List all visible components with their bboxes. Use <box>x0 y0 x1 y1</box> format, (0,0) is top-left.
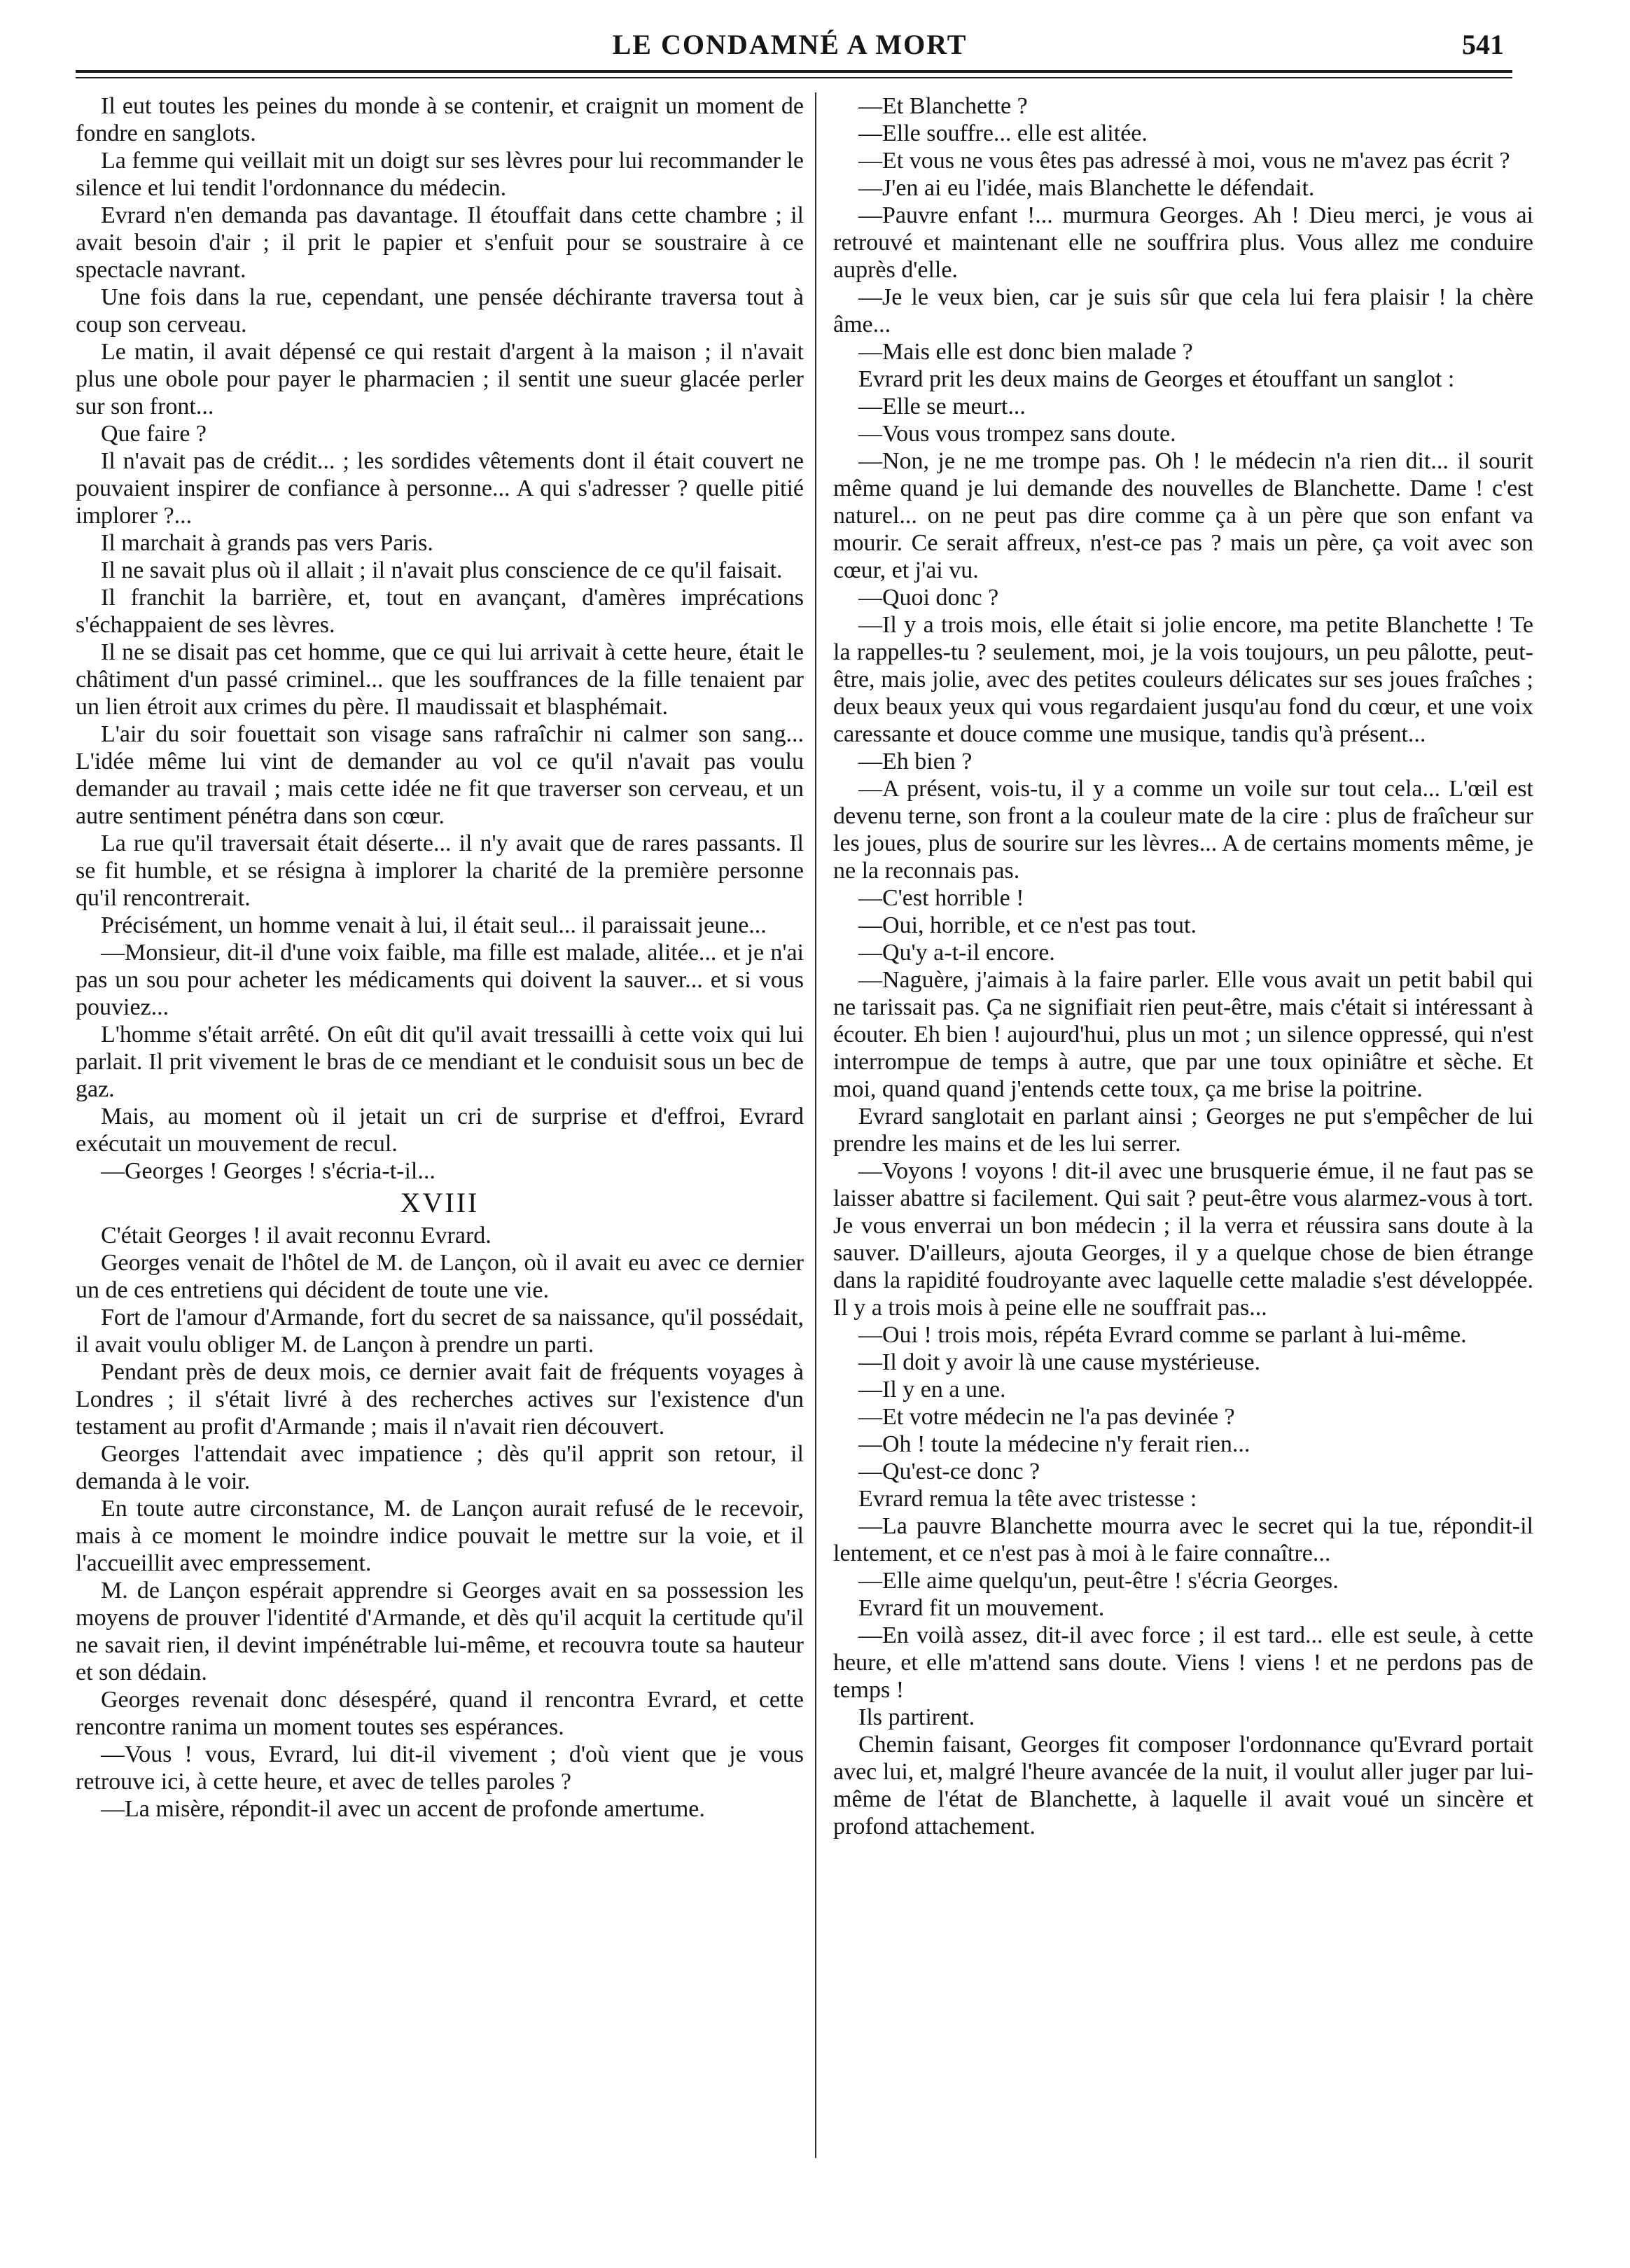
paragraph: —Elle souffre... elle est alitée. <box>858 120 1148 146</box>
left-column-text-after <box>76 1222 804 1823</box>
paragraph: Evrard n'en demanda pas davantage. Il étouffait dans cette chambre ; il avait besoin d'air ; il prit le papier et s'enfuit pour se soustraire à ce spectacle navrant. <box>76 202 804 283</box>
page-number: 541 <box>1462 29 1504 60</box>
paragraph: Il ne se disait pas cet homme, que ce qui lui arrivait à cette heure, était le châtiment d'un passé criminel... que les souffrances de la fille tenaient par un lien étroit aux crimes du père. Il maudissait et blasphémait. <box>76 639 804 720</box>
paragraph: Il ne savait plus où il allait ; il n'avait plus conscience de ce qu'il faisait. <box>101 557 783 583</box>
right-column-text <box>833 92 1533 1840</box>
paragraph: Evrard fit un mouvement. <box>858 1595 1105 1621</box>
chapter-heading: XVIII <box>400 1187 480 1218</box>
paragraph: La rue qu'il traversait était déserte... il n'y avait que de rares passants. Il se fit humble, et se résigna à implorer la charité de la première personne qu'il rencontrerait. <box>76 830 804 911</box>
paragraph: La femme qui veillait mit un doigt sur ses lèvres pour lui recommander le silence et lui tendit l'ordonnance du médecin. <box>76 148 804 201</box>
paragraph: Il franchit la barrière, et, tout en avançant, d'amères imprécations s'échappaient de ses lèvres. <box>76 585 804 638</box>
paragraph: Une fois dans la rue, cependant, une pensée déchirante traversa tout à coup son cerveau. <box>76 284 804 338</box>
paragraph: —Oh ! toute la médecine n'y ferait rien... <box>858 1431 1251 1457</box>
paragraph: C'était Georges ! il avait reconnu Evrard. <box>101 1223 492 1248</box>
paragraph: En toute autre circonstance, M. de Lançon aurait refusé de le recevoir, mais à ce moment le moindre indice pouvait le mettre sur la voie, et il l'accueillit avec empressement. <box>76 1496 804 1576</box>
paragraph: —Elle se meurt... <box>858 394 1026 419</box>
paragraph: Il eut toutes les peines du monde à se contenir, et craignit un moment de fondre en sanglots. <box>76 93 804 146</box>
paragraph: —Naguère, j'aimais à la faire parler. Elle vous avait un petit babil qui ne tarissait pas. Ça ne signifiait rien peut-être, mais c'était si intéressant à écouter. Eh bien ! aujourd'hui, plus un mot ; un silence oppressé, qui n'est interrompue de temps à autre, que par une toux opiniâtre et sèche. Et moi, quand quand j'entends cette toux, ça me brise la poitrine. <box>833 967 1533 1102</box>
paragraph: —Il doit y avoir là une cause mystérieuse. <box>858 1349 1261 1375</box>
paragraph: Chemin faisant, Georges fit composer l'ordonnance qu'Evrard portait avec lui, et, malgré l'heure avancée de la nuit, il voulut aller juger par lui-même de l'état de Blanchette, à laquelle il avait voué un sincère et profond attachement. <box>833 1732 1533 1839</box>
column-divider <box>815 92 816 2158</box>
right-column <box>833 92 1533 2158</box>
paragraph: Fort de l'amour d'Armande, fort du secret de sa naissance, qu'il possédait, il avait voulu obliger M. de Lançon à prendre un parti. <box>76 1305 804 1358</box>
running-title: LE CONDAMNÉ A MORT <box>612 29 968 60</box>
paragraph: —Qu'y a-t-il encore. <box>858 940 1055 966</box>
paragraph: L'air du soir fouettait son visage sans rafraîchir ni calmer son sang... L'idée même lui vint de demander au vol ce qu'il n'avait pas voulu demander au travail ; mais cette idée ne fit que traverser son cerveau, et un autre sentiment pénétra dans son cœur. <box>76 721 804 829</box>
paragraph: L'homme s'était arrêté. On eût dit qu'il avait tressailli à cette voix qui lui parlait. Il prit vivement le bras de ce mendiant et le conduisit sous un bec de gaz. <box>76 1022 804 1102</box>
paragraph: Ils partirent. <box>858 1704 975 1730</box>
paragraph: Evrard sanglotait en parlant ainsi ; Georges ne put s'empêcher de lui prendre les mains et de les lui serrer. <box>833 1104 1533 1157</box>
paragraph: —En voilà assez, dit-il avec force ; il est tard... elle est seule, à cette heure, et elle m'attend sans doute. Viens ! viens ! et ne perdons pas de temps ! <box>833 1622 1533 1703</box>
paragraph: Que faire ? <box>101 421 207 447</box>
paragraph: —Vous ! vous, Evrard, lui dit-il vivement ; d'où vient que je vous retrouve ici, à cette heure, et avec de telles paroles ? <box>76 1741 804 1795</box>
paragraph: Il n'avait pas de crédit... ; les sordides vêtements dont il était couvert ne pouvaient inspirer de confiance à personne... A qui s'adresser ? quelle pitié implorer ?... <box>76 448 804 529</box>
left-column-text-before <box>76 92 804 1185</box>
paragraph: —Vous vous trompez sans doute. <box>858 421 1176 447</box>
paragraph: —Oui, horrible, et ce n'est pas tout. <box>858 912 1197 938</box>
paragraph: —Oui ! trois mois, répéta Evrard comme se parlant à lui-même. <box>858 1322 1467 1348</box>
paragraph: —Quoi donc ? <box>858 585 999 611</box>
paragraph: —Elle aime quelqu'un, peut-être ! s'écria Georges. <box>858 1568 1339 1594</box>
paragraph: —Qu'est-ce donc ? <box>858 1459 1040 1484</box>
paragraph: Il marchait à grands pas vers Paris. <box>101 530 433 556</box>
paragraph: —La pauvre Blanchette mourra avec le secret qui la tue, répondit-il lentement, et ce n'est pas à moi à le faire connaître... <box>833 1513 1533 1566</box>
paragraph: —Non, je ne me trompe pas. Oh ! le médecin n'a rien dit... il sourit même quand je lui demande des nouvelles de Blanchette. Dame ! c'est naturel... on ne peut pas dire comme ça à un père que son enfant va mourir. Ce serait affreux, n'est-ce pas ? mais un père, ça voit avec son cœur, et j'ai vu. <box>833 448 1533 583</box>
paragraph: —Mais elle est donc bien malade ? <box>858 339 1193 365</box>
paragraph: Pendant près de deux mois, ce dernier avait fait de fréquents voyages à Londres ; il s'était livré à des recherches actives sur l'existence d'un testament au profit d'Armande ; mais il n'avait rien découvert. <box>76 1359 804 1440</box>
left-column <box>76 92 804 2158</box>
paragraph: Précisément, un homme venait à lui, il était seul... il paraissait jeune... <box>101 912 767 938</box>
paragraph: —Je le veux bien, car je suis sûr que cela lui fera plaisir ! la chère âme... <box>833 284 1533 338</box>
paragraph: —Il y en a une. <box>858 1377 1006 1403</box>
paragraph: —Pauvre enfant !... murmura Georges. Ah ! Dieu merci, je vous ai retrouvé et maintenant elle ne souffrira plus. Vous allez me conduire auprès d'elle. <box>833 202 1533 283</box>
paragraph: —La misère, répondit-il avec un accent de profonde amertume. <box>101 1796 705 1822</box>
paragraph: —Eh bien ? <box>858 749 973 774</box>
paragraph: —Il y a trois mois, elle était si jolie encore, ma petite Blanchette ! Te la rappelles-tu ? seulement, moi, je la vois toujours, un peu pâlotte, peut-être, mais jolie, avec des petites couleurs délicates sur ses joues fraîches ; deux beaux yeux qui vous regardaient jusqu'au fond du cœur, et une voix caressante et douce comme une musique, tandis qu'à présent... <box>833 612 1533 747</box>
paragraph: —Monsieur, dit-il d'une voix faible, ma fille est malade, alitée... et je n'ai pas un sou pour acheter les médicaments qui doivent la sauver... et si vous pouviez... <box>76 940 804 1020</box>
paragraph: Mais, au moment où il jetait un cri de surprise et d'effroi, Evrard exécutait un mouvement de recul. <box>76 1104 804 1157</box>
paragraph: Evrard prit les deux mains de Georges et étouffant un sanglot : <box>858 366 1455 392</box>
paragraph: —Et vous ne vous êtes pas adressé à moi, vous ne m'avez pas écrit ? <box>858 148 1510 174</box>
paragraph: —Et Blanchette ? <box>858 93 1028 119</box>
paragraph: —A présent, vois-tu, il y a comme un voile sur tout cela... L'œil est devenu terne, son front a la couleur mate de la cire : plus de fraîcheur sur les joues, plus de sourire sur les lèvres... A de certains moments même, je ne la reconnais pas. <box>833 776 1533 884</box>
paragraph: —Voyons ! voyons ! dit-il avec une brusquerie émue, il ne faut pas se laisser abattre si facilement. Qui sait ? peut-être vous alarmez-vous à tort. Je vous enverrai un bon médecin ; il la verra et réussira sans doute à la sauver. D'ailleurs, ajouta Georges, il y a quelque chose de bien étrange dans la rapidité foudroyante avec laquelle cette maladie s'est développée. Il y a trois mois à peine elle ne souffrait pas... <box>833 1158 1533 1321</box>
paragraph: —Georges ! Georges ! s'écria-t-il... <box>101 1158 436 1184</box>
paragraph: —Et votre médecin ne l'a pas devinée ? <box>858 1404 1235 1430</box>
paragraph: M. de Lançon espérait apprendre si Georges avait en sa possession les moyens de prouver l'identité d'Armande, et dès qu'il acquit la certitude qu'il ne savait rien, il devint impénétrable lui-même, et recouvra toute sa hauteur et son dédain. <box>76 1578 804 1685</box>
paragraph: —C'est horrible ! <box>858 885 1024 911</box>
paragraph: Le matin, il avait dépensé ce qui restait d'argent à la maison ; il n'avait plus une obole pour payer le pharmacien ; il sentit une sueur glacée perler sur son front... <box>76 339 804 419</box>
paragraph: Georges venait de l'hôtel de M. de Lançon, où il avait eu avec ce dernier un de ces entretiens qui décident de toute une vie. <box>76 1250 804 1303</box>
header-rule-thick <box>76 70 1512 73</box>
page-header <box>76 28 1504 70</box>
paragraph: Georges l'attendait avec impatience ; dès qu'il apprit son retour, il demanda à le voir. <box>76 1441 804 1494</box>
paragraph: —J'en ai eu l'idée, mais Blanchette le défendait. <box>858 175 1315 201</box>
header-rule-thin <box>76 77 1512 78</box>
paragraph: Evrard remua la tête avec tristesse : <box>858 1486 1197 1512</box>
paragraph: Georges revenait donc désespéré, quand il rencontra Evrard, et cette rencontre ranima un moment toutes ses espérances. <box>76 1687 804 1740</box>
